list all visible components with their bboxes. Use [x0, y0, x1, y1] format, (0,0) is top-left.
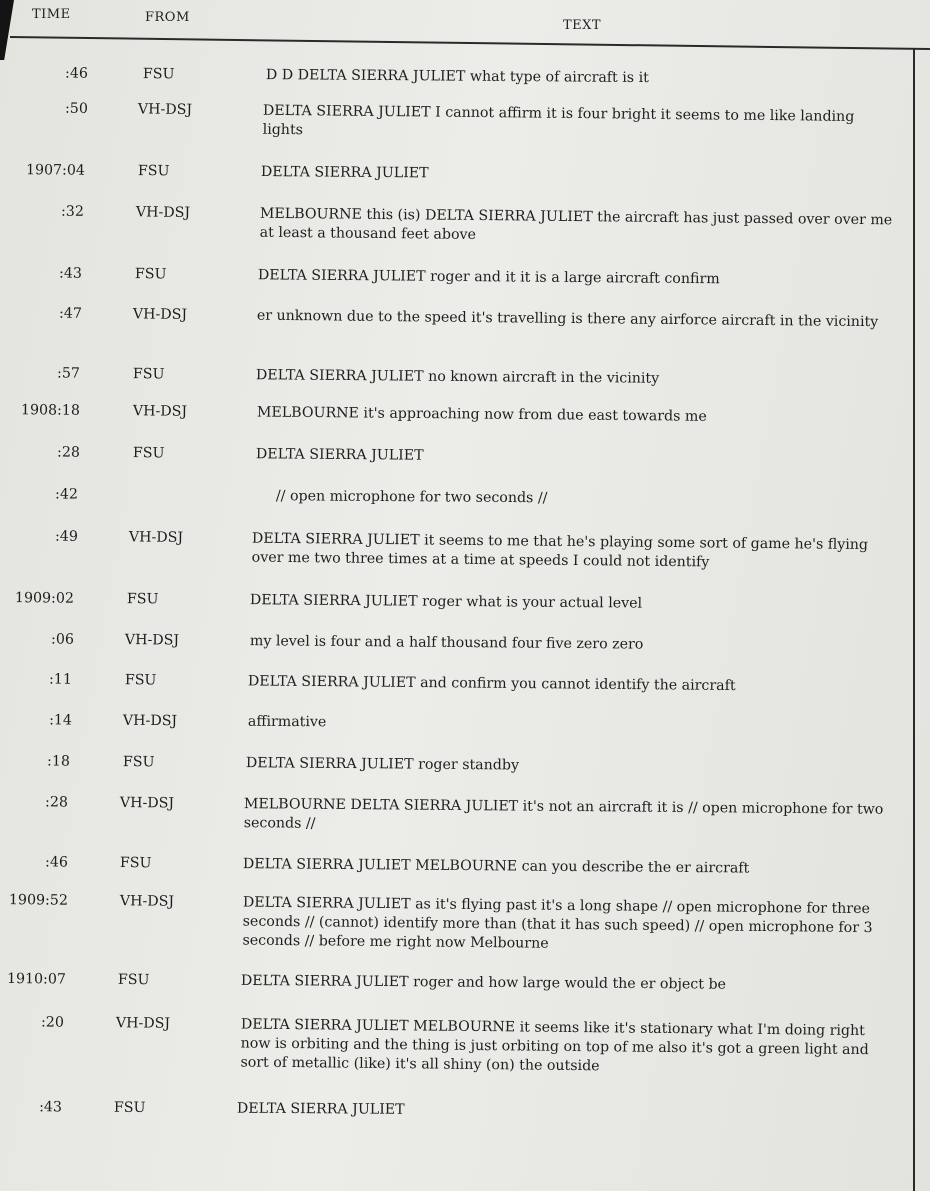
row-text: DELTA SIERRA JULIET roger standby: [245, 755, 520, 774]
row-from: VH-DSJ: [135, 204, 191, 221]
row-time: :18: [47, 753, 70, 770]
row-from: VH-DSJ: [128, 529, 184, 546]
row-time: 1907:04: [25, 162, 85, 179]
row-time: :49: [54, 528, 78, 545]
row-time: :14: [49, 712, 72, 729]
row-text: DELTA SIERRA JULIET roger and how large would the er object be: [240, 972, 727, 993]
row-time: :28: [45, 794, 68, 811]
row-text: DELTA SIERRA JULIET it seems to me that he's playing some sort of game he's flying over me two three times at a time at speeds I could not identify: [251, 530, 869, 571]
transcript-row: [0, 64, 930, 87]
row-time: :46: [65, 65, 88, 82]
transcript-row: [0, 527, 930, 571]
row-from: FSU: [119, 855, 152, 872]
row-from: FSU: [137, 163, 170, 180]
row-time: :43: [59, 265, 82, 282]
row-text: my level is four and a half thousand four five zero zero: [249, 633, 644, 653]
row-from: VH-DSJ: [137, 101, 193, 119]
transcript-row: [0, 304, 930, 331]
column-header-text: TEXT: [563, 18, 602, 33]
row-time: :06: [51, 631, 74, 648]
row-from: VH-DSJ: [119, 795, 175, 812]
row-text: DELTA SIERRA JULIET roger what is your actual level: [249, 592, 643, 612]
transcript-row: [0, 161, 930, 182]
transcript-row: [0, 202, 930, 243]
row-from: VH-DSJ: [115, 1015, 171, 1032]
row-text: // open microphone for two seconds //: [275, 488, 548, 507]
row-time: 1909:52: [8, 892, 68, 909]
row-time: :42: [55, 486, 78, 503]
row-text: DELTA SIERRA JULIET roger and it it is a large aircraft confirm: [257, 267, 720, 288]
transcript-row: [0, 752, 930, 774]
transcript-row: [0, 364, 930, 387]
transcript-row: [0, 264, 930, 288]
transcript-row: [0, 443, 930, 464]
transcript-row: [0, 670, 930, 695]
transcript-row: [0, 99, 930, 139]
row-from: FSU: [124, 672, 157, 689]
transcript-row: [0, 853, 930, 877]
row-text: MELBOURNE it's approaching now from due east towards me: [256, 404, 707, 425]
row-text: DELTA SIERRA JULIET: [260, 164, 429, 182]
transcript-row: [0, 1098, 930, 1118]
row-text: DELTA SIERRA JULIET I cannot affirm it is four bright it seems to me like landing lights: [262, 102, 855, 139]
row-from: VH-DSJ: [119, 893, 175, 910]
row-text: MELBOURNE this (is) DELTA SIERRA JULIET the aircraft has just passed over over me at least a thousand feet above: [259, 205, 893, 243]
row-time: :46: [45, 854, 68, 871]
row-from: FSU: [132, 366, 165, 383]
transcript-row: [0, 589, 930, 612]
row-time: 1909:02: [14, 590, 74, 607]
row-text: DELTA SIERRA JULIET and confirm you cannot identify the aircraft: [247, 673, 736, 695]
transcript-row: [0, 970, 930, 993]
row-text: affirmative: [247, 713, 327, 731]
row-time: :11: [48, 671, 72, 688]
row-text: DELTA SIERRA JULIET MELBOURNE it seems like it's stationary what I'm doing right now is orbiting and the thing is just orbiting on top of me also it's got a green light and sort of metallic (like) it's all shiny (on) the outside: [240, 1016, 869, 1075]
row-time: :32: [60, 203, 84, 220]
transcript-row: [0, 793, 930, 832]
row-time: :50: [64, 100, 88, 117]
row-from: VH-DSJ: [122, 712, 178, 730]
column-header-from: FROM: [145, 10, 190, 25]
transcript-row: [0, 711, 930, 731]
row-from: VH-DSJ: [132, 306, 188, 323]
column-header-time: TIME: [32, 7, 71, 22]
row-time: 1908:18: [20, 402, 80, 419]
transcript-row: [0, 891, 930, 952]
row-time: 1910:07: [6, 971, 66, 988]
row-time: :28: [57, 444, 80, 461]
transcript-row: [0, 630, 930, 653]
row-text: DELTA SIERRA JULIET: [255, 446, 424, 464]
row-time: :43: [39, 1099, 62, 1116]
row-from: FSU: [132, 445, 165, 462]
row-text: DELTA SIERRA JULIET MELBOURNE can you describe the er aircraft: [242, 856, 750, 877]
row-time: :47: [58, 305, 82, 322]
row-from: FSU: [126, 591, 159, 608]
row-from: FSU: [142, 66, 175, 83]
row-from: FSU: [113, 1099, 146, 1117]
row-from: VH-DSJ: [124, 632, 180, 649]
row-text: er unknown due to the speed it's travelling is there any airforce aircraft in the vicinity: [256, 307, 879, 331]
transcript-row: [0, 485, 930, 507]
row-text: DELTA SIERRA JULIET as it's flying past it's a long shape // open microphone for three seconds // (cannot) identify more than (that it has such speed) // open microphone for 3 seconds // before me right now Melbourne: [242, 894, 873, 952]
row-text: DELTA SIERRA JULIET no known aircraft in the vicinity: [255, 367, 660, 387]
row-from: VH-DSJ: [132, 403, 188, 420]
row-from: FSU: [117, 971, 150, 989]
row-from: FSU: [122, 754, 155, 771]
row-from: FSU: [134, 266, 167, 283]
transcript-row: [0, 401, 930, 425]
transcript-row: [0, 1013, 930, 1075]
row-time: :20: [40, 1014, 64, 1031]
row-text: DELTA SIERRA JULIET: [236, 1100, 405, 1118]
row-time: :57: [57, 365, 80, 382]
row-text: MELBOURNE DELTA SIERRA JULIET it's not an aircraft it is // open microphone for two seconds //: [243, 796, 884, 832]
row-text: D D DELTA SIERRA JULIET what type of aircraft is it: [265, 67, 649, 87]
